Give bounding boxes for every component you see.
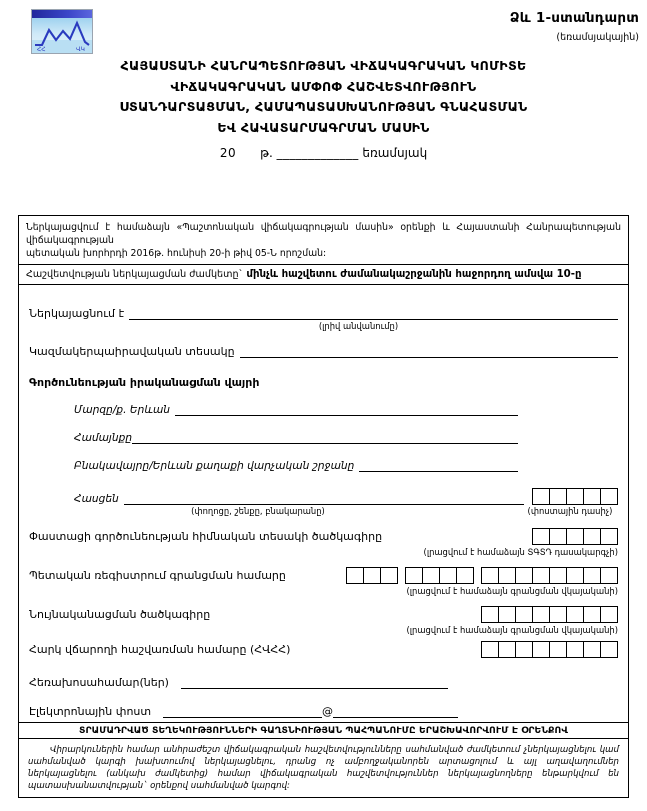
- activity-code-label: Փաստացի գործունեության հիմնական տեսակի ծածկագիրը: [29, 529, 383, 543]
- identification-cell[interactable]: [583, 606, 601, 623]
- state-reg-cell[interactable]: [380, 567, 398, 584]
- submitted-by-hint: (լրիվ անվանումը): [318, 320, 399, 331]
- tax-id-cell[interactable]: [566, 641, 584, 658]
- title-line-1: ՀԱՅԱՍՏԱՆԻ ՀԱՆՐԱՊԵՏՈՒԹՅԱՆ ՎԻՃԱԿԱԳՐԱԿԱՆ ԿՈՄԻՏԵ: [120, 58, 527, 73]
- identification-label: Նույնականացման ծածկագիրը: [29, 607, 211, 621]
- state-reg-label: Պետական ռեգիստրում գրանցման համարը: [29, 568, 286, 582]
- tax-id-cell[interactable]: [583, 641, 601, 658]
- activity-place-header: Գործունեության իրականացման վայրի: [29, 375, 260, 389]
- svg-text:ՀՀ: ՀՀ: [37, 46, 46, 53]
- field-address: [74, 488, 618, 505]
- state-reg-group-1[interactable]: [346, 567, 398, 584]
- logo-chart-area: [32, 18, 92, 53]
- identification-boxes[interactable]: [481, 606, 618, 623]
- tax-id-cell[interactable]: [515, 641, 533, 658]
- postal-cell[interactable]: [600, 488, 618, 505]
- settlement-input[interactable]: [359, 460, 518, 472]
- legal-basis-line-1: Ներկայացվում է համաձայն «Պաշտոնական վիճակագրության մասին» օրենքի և Հայաստանի Հանրապետության վիճակագրության: [26, 222, 621, 246]
- quarter-label: եռամսյակ: [362, 146, 428, 160]
- state-reg-cell[interactable]: [422, 567, 440, 584]
- activity-code-cell[interactable]: [566, 528, 584, 545]
- email-at-symbol: @: [322, 704, 333, 718]
- activity-code-cell[interactable]: [532, 528, 550, 545]
- tax-id-label: Հարկ վճարողի հաշվառման համարը (ՀՎՀՀ): [29, 642, 291, 656]
- state-reg-cell[interactable]: [439, 567, 457, 584]
- community-label: Համայնքը: [74, 431, 133, 444]
- deadline-label: Հաշվետվության ներկայացման ժամկետը`: [26, 268, 244, 280]
- tax-id-cell[interactable]: [600, 641, 618, 658]
- region-input[interactable]: [175, 404, 518, 416]
- year-prefix: 20: [219, 146, 237, 160]
- postal-cell[interactable]: [583, 488, 601, 505]
- postal-cell[interactable]: [566, 488, 584, 505]
- state-reg-cell[interactable]: [346, 567, 364, 584]
- state-reg-cell[interactable]: [515, 567, 533, 584]
- activity-code-boxes[interactable]: [532, 528, 618, 545]
- state-reg-cell[interactable]: [600, 567, 618, 584]
- tax-id-cell[interactable]: [549, 641, 567, 658]
- reporting-period-line: [0, 146, 647, 160]
- deadline-value: մինչև հաշվետու ժամանակաշրջանին հաջորդող ամսվա 10-ը: [246, 268, 582, 280]
- community-input[interactable]: [132, 432, 518, 444]
- submitted-by-input[interactable]: [129, 308, 618, 320]
- region-label: Մարզը/ք. Երևան: [74, 403, 171, 416]
- phone-input[interactable]: [181, 677, 448, 689]
- identification-cell[interactable]: [600, 606, 618, 623]
- state-reg-boxes[interactable]: [346, 567, 618, 584]
- field-community: [74, 432, 618, 444]
- state-reg-cell[interactable]: [363, 567, 381, 584]
- page-title: [0, 56, 647, 138]
- legal-basis-line-2: պետական խորհրդի 2016թ. հունիսի 20-ի թիվ 05-Ն որոշման:: [26, 248, 327, 260]
- state-reg-cell[interactable]: [566, 567, 584, 584]
- email-domain-input[interactable]: [333, 706, 458, 718]
- address-hint: (փողոցը, շենքը, բնակարանը): [191, 505, 325, 516]
- state-reg-cell[interactable]: [456, 567, 474, 584]
- activity-code-hint: (լրացվում է համաձայն ՏԳՏԴ դասակարգչի): [423, 546, 618, 557]
- postal-cell[interactable]: [549, 488, 567, 505]
- form-fields: [19, 285, 628, 718]
- legal-basis-text: [19, 216, 628, 264]
- address-label: Հասցեն: [74, 492, 119, 505]
- state-reg-cell[interactable]: [481, 567, 499, 584]
- disclaimer-text: Վիրարկուներին համար անհրաժեշտ վիճակագրական հաշվետվությունները սահմանված ժամկետում չներկայացնելու կամ սահմանված կարգի խախտումով ներկայացնելու, դրանց ոչ ամբողջականորեն արտացոլում և այլ աղավաղումներ ներկայացնելու (անկախ ժամկետից) համար վիճակագրական հաշվետվություններ ներկայացնողները ենթարկվում են պատասխանատվության` օրենքով սահմանված կարգով:: [28, 744, 619, 792]
- identification-cell[interactable]: [549, 606, 567, 623]
- submission-deadline: [19, 264, 628, 285]
- tax-id-cell[interactable]: [498, 641, 516, 658]
- field-settlement: [74, 460, 618, 472]
- field-region: [74, 404, 618, 416]
- form-code: Ձև 1-ստանդարտ: [509, 10, 639, 26]
- legal-disclaimer: [19, 738, 628, 799]
- identification-cell[interactable]: [566, 606, 584, 623]
- confidentiality-notice: ՏՐԱՄԱԴՐՎԱԾ ՏԵՂԵԿՈՒԹՅՈՒՆՆԵՐԻ ԳԱՂՏՆԻՈՒԹՅԱՆ ՊԱՀՊԱՆՈՒՄԸ ԵՐԱՇԽԱՎՈՐՎՈՒՄ Է ՕՐԵՆՔՈՎ: [19, 722, 628, 738]
- email-user-input[interactable]: [163, 706, 322, 718]
- identification-cell[interactable]: [481, 606, 499, 623]
- title-line-4: ԵՎ ՀԱՎԱՏԱՐՄԱԳՐՄԱՆ ՄԱՍԻՆ: [217, 119, 430, 135]
- logo-title-bar: [32, 10, 92, 18]
- state-reg-cell[interactable]: [532, 567, 550, 584]
- state-reg-group-2[interactable]: [405, 567, 474, 584]
- postal-cell[interactable]: [532, 488, 550, 505]
- email-label: Էլեկտրոնային փոստ: [29, 704, 152, 718]
- state-reg-cell[interactable]: [583, 567, 601, 584]
- state-reg-group-3[interactable]: [481, 567, 618, 584]
- state-reg-hint: (լրացվում է համաձայն գրանցման վկայականի): [406, 585, 618, 596]
- phone-label: Հեռախոսահամար(ներ): [29, 675, 169, 689]
- field-legal-form: [29, 345, 618, 358]
- svg-text:ՎԿ: ՎԿ: [76, 46, 85, 53]
- chart-line-icon: [32, 18, 92, 53]
- activity-code-cell[interactable]: [583, 528, 601, 545]
- activity-code-cell[interactable]: [600, 528, 618, 545]
- year-suffix: թ.: [260, 146, 273, 160]
- tax-id-cell[interactable]: [481, 641, 499, 658]
- title-line-3: ՍՏԱՆԴԱՐՏԱՑՄԱՆ, ՀԱՄԱՊԱՏԱՍԽԱՆՈՒԹՅԱՆ ԳՆԱՀԱՏՄԱՆ: [119, 99, 528, 114]
- tax-id-boxes[interactable]: [481, 641, 618, 658]
- field-phone: [29, 676, 618, 689]
- identification-cell[interactable]: [515, 606, 533, 623]
- form-header: [0, 0, 647, 160]
- identification-hint: (լրացվում է համաձայն գրանցման վկայականի): [406, 624, 618, 635]
- form-body: [18, 215, 629, 798]
- postal-code-boxes[interactable]: [532, 488, 618, 505]
- armstat-chart-logo: [31, 9, 93, 54]
- settlement-label: Բնակավայրը/Երևան քաղաքի վարչական շրջանը: [74, 459, 355, 472]
- form-periodicity: (եռամսյակային): [556, 32, 639, 43]
- activity-code-cell[interactable]: [549, 528, 567, 545]
- field-email: [29, 705, 618, 718]
- legal-form-input[interactable]: [240, 346, 618, 358]
- submitted-by-label: Ներկայացնում է: [29, 306, 125, 320]
- legal-form-label: Կազմակերպաիրավական տեսակը: [29, 344, 235, 358]
- title-line-2: ՎԻՃԱԿԱԳՐԱԿԱՆ ԱՄՓՈՓ ՀԱՇՎԵՏՎՈՒԹՅՈՒՆ: [170, 78, 477, 94]
- identification-cell[interactable]: [532, 606, 550, 623]
- field-submitted-by: [29, 307, 618, 320]
- address-input[interactable]: [124, 493, 524, 505]
- state-reg-cell[interactable]: [498, 567, 516, 584]
- identification-cell[interactable]: [498, 606, 516, 623]
- state-reg-cell[interactable]: [549, 567, 567, 584]
- postal-hint: (փոստային դասիչ): [527, 505, 613, 516]
- quarter-blank[interactable]: _____________: [276, 146, 359, 160]
- tax-id-cell[interactable]: [532, 641, 550, 658]
- state-reg-cell[interactable]: [405, 567, 423, 584]
